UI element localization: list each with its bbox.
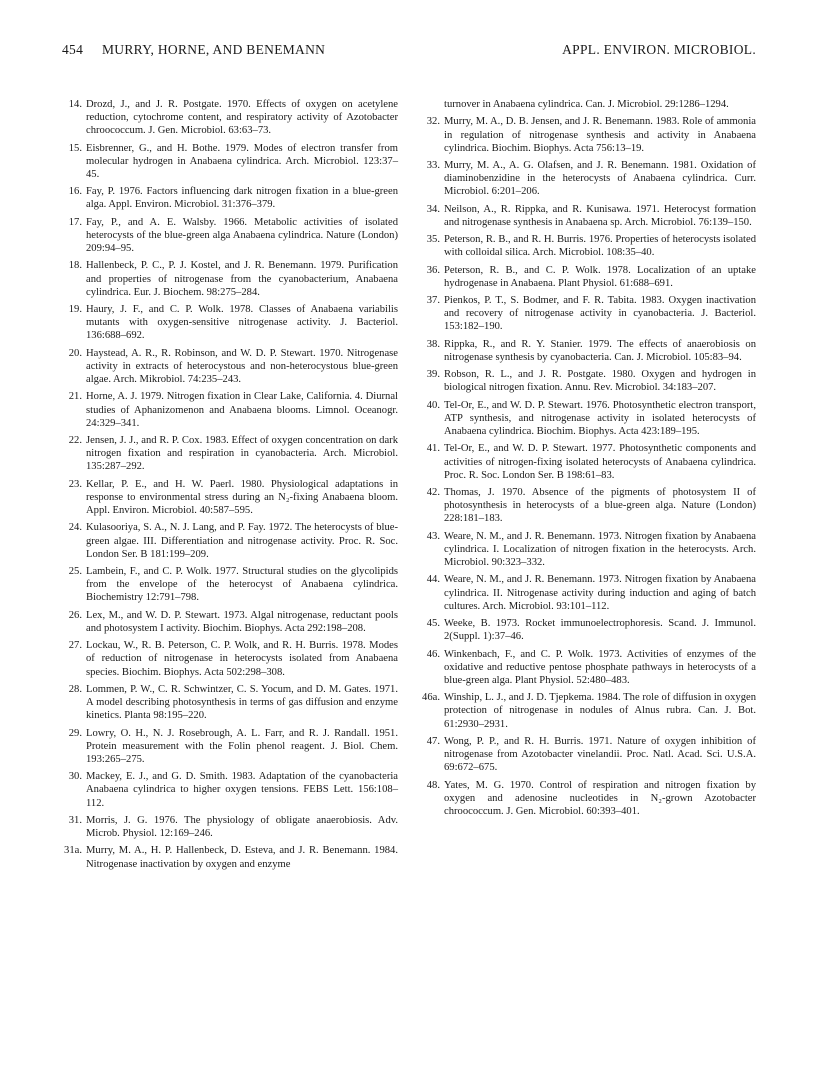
reference-entry [62, 770, 398, 809]
reference-text: Fay, P. 1976. Factors influencing dark nitrogen fixation in a blue-green alga. Appl. Environ. Microbiol. 31:376–379. [86, 186, 398, 211]
reference-entry [420, 442, 756, 481]
reference-text: Pienkos, P. T., S. Bodmer, and F. R. Tabita. 1983. Oxygen inactivation and recovery of nitrogenase activity in cyanobacteria. J. Bacteriol. 153:182–190. [444, 295, 756, 333]
reference-entry [62, 844, 398, 870]
reference-text: Drozd, J., and J. R. Postgate. 1970. Effects of oxygen on acetylene reduction, cytochrome content, and respiratory activity of Azotobacter chroococcum. J. Gen. Microbiol. 63:63–73. [86, 99, 398, 137]
reference-number: 42. [426, 487, 440, 499]
reference-continuation [420, 98, 756, 111]
reference-text: Robson, R. L., and J. R. Postgate. 1980. Oxygen and hydrogen in biological nitrogen fixation. Annu. Rev. Microbiol. 34:183–207. [444, 369, 756, 394]
reference-text: Peterson, R. B., and R. H. Burris. 1976. Properties of heterocysts isolated with colloidal silica. Arch. Microbiol. 108:35–40. [444, 234, 756, 259]
reference-number: 36. [426, 264, 440, 276]
reference-text: Hallenbeck, P. C., P. J. Kostel, and J. R. Benemann. 1979. Purification and properties of nitrogenase from the cyanobacterium, Anabaena cylindrica. Eur. J. Biochem. 98:275–284. [86, 260, 398, 298]
reference-entry [62, 390, 398, 429]
reference-text: Yates, M. G. 1970. Control of respiration and nitrogen fixation by oxygen and adenosine nucleotides in N₂-grown Azotobacter chroococcum. J. Gen. Microbiol. 60:393–401. [444, 779, 756, 817]
reference-entry [420, 294, 756, 333]
running-authors: MURRY, HORNE, AND BENEMANN [102, 42, 326, 57]
reference-text: Neilson, A., R. Rippka, and R. Kunisawa. 1971. Heterocyst formation and nitrogenase synthesis in Anabaena sp. Arch. Microbiol. 76:139–150. [444, 203, 756, 228]
reference-entry [420, 691, 756, 730]
reference-entry [62, 639, 398, 678]
journal-name: APPL. ENVIRON. MICROBIOL. [562, 42, 756, 57]
reference-entry [420, 399, 756, 438]
references-right-column [420, 98, 756, 822]
reference-entry [62, 185, 398, 211]
reference-entry [62, 478, 398, 517]
reference-entry [420, 735, 756, 774]
reference-text: Weare, N. M., and J. R. Benemann. 1973. Nitrogen fixation by Anabaena cylindrica. II. Nitrogenase activity during induction and aging of batch cultures. Arch. Microbiol. 93:101–112. [444, 574, 756, 612]
reference-text: Lommen, P. W., C. R. Schwintzer, C. S. Yocum, and D. M. Gates. 1971. A model describing photosynthesis in terms of gas diffusion and enzyme kinetics. Planta 98:195–220. [86, 683, 398, 722]
reference-number: 18. [68, 260, 82, 272]
reference-entry [420, 486, 756, 525]
reference-number: 22. [68, 435, 82, 447]
reference-entry [420, 530, 756, 569]
reference-entry [420, 573, 756, 612]
reference-text: Tel-Or, E., and W. D. P. Stewart. 1977. Photosynthetic components and activities of nitrogen-fixing isolated heterocysts of Anabaena cylindrica. Proc. R. Soc. London Ser. B 198:61–83. [444, 443, 756, 481]
reference-number: 33. [426, 160, 440, 171]
reference-entry [420, 779, 756, 818]
reference-number: 30. [68, 771, 82, 783]
reference-number: 17. [68, 216, 82, 228]
reference-text: Lockau, W., R. B. Peterson, C. P. Wolk, and R. H. Burris. 1978. Modes of reduction of nitrogenase in heterocysts isolated from Anabaena species. Biochim. Biophys. Acta 502:298–308. [86, 640, 398, 678]
reference-text: Morris, J. G. 1976. The physiology of obligate anaerobiosis. Adv. Microb. Physiol. 12:169–246. [86, 814, 398, 839]
reference-entry [420, 159, 756, 198]
reference-text: Fay, P., and A. E. Walsby. 1966. Metabolic activities of isolated heterocysts of the blue-green alga Anabaena cylindrica. Nature (London) 209:94–95. [86, 216, 398, 255]
reference-entry [420, 115, 756, 154]
reference-entry [62, 216, 398, 255]
reference-entry [62, 259, 398, 298]
reference-text: Haury, J. F., and C. P. Wolk. 1978. Classes of Anabaena variabilis mutants with oxygen-sensitive nitrogenase activity. J. Bacteriol. 136:688–692. [86, 304, 398, 342]
reference-entry [420, 648, 756, 687]
reference-number: 29. [68, 727, 82, 739]
reference-entry [62, 727, 398, 766]
reference-text: Murry, M. A., H. P. Hallenbeck, D. Esteva, and J. R. Benemann. 1984. Nitrogenase inactivation by oxygen and enzyme [86, 845, 398, 870]
reference-entry [420, 203, 756, 229]
reference-number: 28. [68, 683, 82, 695]
reference-number: 46a. [422, 692, 440, 704]
reference-entry [62, 434, 398, 473]
reference-text: Jensen, J. J., and R. P. Cox. 1983. Effect of oxygen concentration on dark nitrogen fixation and respiration in cyanobacteria. Arch. Microbiol. 135:287–292. [86, 435, 398, 473]
reference-number: 14. [68, 99, 82, 110]
reference-text: Mackey, E. J., and G. D. Smith. 1983. Adaptation of the cyanobacteria Anabaena cylindrica to higher oxygen tensions. FEBS Lett. 156:108–112. [86, 771, 398, 809]
reference-number: 46. [426, 648, 440, 660]
reference-number: 40. [426, 399, 440, 411]
reference-number: 24. [68, 522, 82, 534]
reference-number: 39. [426, 369, 440, 381]
reference-text: Kulasooriya, S. A., N. J. Lang, and P. Fay. 1972. The heterocysts of blue-green algae. III. Differentiation and nitrogenase activity. Proc. R. Soc. London Ser. B 181:199–209. [86, 522, 398, 560]
reference-text: Haystead, A. R., R. Robinson, and W. D. P. Stewart. 1970. Nitrogenase activity in extracts of heterocystous and non-heterocystous blue-green algae. Arch. Mikrobiol. 74:235–243. [86, 347, 398, 386]
reference-number: 37. [426, 295, 440, 307]
reference-text: Lex, M., and W. D. P. Stewart. 1973. Algal nitrogenase, reductant pools and photosystem I activity. Biochim. Biophys. Acta 292:198–208. [86, 609, 398, 634]
reference-entry [62, 683, 398, 722]
reference-number: 47. [426, 735, 440, 747]
reference-text: Lowry, O. H., N. J. Rosebrough, A. L. Farr, and R. J. Randall. 1951. Protein measurement with the Folin phenol reagent. J. Biol. Chem. 193:265–275. [86, 727, 398, 765]
reference-text: turnover in Anabaena cylindrica. Can. J. Microbiol. 29:1286–1294. [444, 99, 729, 110]
reference-number: 44. [426, 574, 440, 586]
reference-text: Murry, M. A., A. G. Olafsen, and J. R. Benemann. 1981. Oxidation of diaminobenzidine in the heterocysts of Anabaena cylindrica. Curr. Microbiol. 6:201–206. [444, 160, 756, 198]
reference-number: 45. [426, 618, 440, 630]
reference-text: Winkenbach, F., and C. P. Wolk. 1973. Activities of enzymes of the oxidative and reductive pentose phosphate pathways in heterocysts of a blue-green alga. Plant Physiol. 52:480–483. [444, 648, 756, 686]
reference-number: 26. [68, 609, 82, 621]
reference-entry [62, 347, 398, 386]
reference-text: Wong, P. P., and R. H. Burris. 1971. Nature of oxygen inhibition of nitrogenase from Azotobacter vinelandii. Proc. Natl. Acad. Sci. U.S.A. 69:672–675. [444, 735, 756, 774]
page-number: 454 [62, 42, 84, 57]
reference-text: Eisbrenner, G., and H. Bothe. 1979. Modes of electron transfer from molecular hydrogen in Anabaena cylindrica. Arch. Microbiol. 123:37–45. [86, 142, 398, 180]
reference-text: Rippka, R., and R. Y. Stanier. 1979. The effects of anaerobiosis on nitrogenase synthesis by cyanobacteria. Can. J. Microbiol. 105:83–94. [444, 338, 756, 363]
reference-text: Horne, A. J. 1979. Nitrogen fixation in Clear Lake, California. 4. Diurnal studies of Aphanizomenon and Anabaena blooms. Limnol. Oceanogr. 24:329–341. [86, 391, 398, 429]
reference-text: Murry, M. A., D. B. Jensen, and J. R. Benemann. 1983. Role of ammonia in regulation of nitrogenase synthesis and activity in Anabaena cylindrica. Biochim. Biophys. Acta 756:13–19. [444, 116, 756, 154]
reference-number: 48. [426, 779, 440, 791]
reference-text: Thomas, J. 1970. Absence of the pigments of photosystem II of photosynthesis in heterocysts of a blue-green alga. Nature (London) 228:181–183. [444, 487, 756, 525]
reference-number: 34. [426, 203, 440, 215]
reference-entry [420, 233, 756, 259]
reference-number: 20. [68, 347, 82, 359]
reference-entry [62, 565, 398, 604]
reference-number: 27. [68, 640, 82, 652]
reference-number: 25. [68, 566, 82, 578]
reference-number: 31a. [64, 845, 82, 857]
references-left-column [62, 98, 398, 875]
reference-number: 32. [426, 116, 440, 128]
reference-number: 16. [68, 186, 82, 198]
reference-number: 15. [68, 142, 82, 154]
reference-entry [420, 368, 756, 394]
reference-number: 43. [426, 530, 440, 542]
reference-text: Tel-Or, E., and W. D. P. Stewart. 1976. Photosynthetic electron transport, ATP synthesis, and nitrogenase activity in isolated heterocysts of Anabaena cylindrica. Biochim. Biophys. Acta 423:189–195. [444, 399, 756, 438]
running-header [62, 42, 756, 64]
reference-text: Weare, N. M., and J. R. Benemann. 1973. Nitrogen fixation by Anabaena cylindrica. I. Localization of nitrogen fixation in the heterocysts. Arch. Microbiol. 90:323–332. [444, 530, 756, 569]
reference-text: Weeke, B. 1973. Rocket immunoelectrophoresis. Scand. J. Immunol. 2(Suppl. 1):37–46. [444, 618, 756, 643]
reference-number: 21. [68, 391, 82, 403]
reference-entry [420, 338, 756, 364]
reference-number: 23. [68, 478, 82, 490]
reference-entry [62, 609, 398, 635]
reference-entry [62, 303, 398, 342]
reference-entry [420, 617, 756, 643]
reference-text: Lambein, F., and C. P. Wolk. 1977. Structural studies on the glycolipids from the envelope of the heterocyst of Anabaena cylindrica. Biochemistry 12:791–798. [86, 566, 398, 604]
reference-entry [62, 98, 398, 137]
reference-entry [62, 521, 398, 560]
reference-number: 31. [68, 814, 82, 826]
reference-text: Winship, L. J., and J. D. Tjepkema. 1984. The role of diffusion in oxygen protection of nitrogenase in nodules of Alnus rubra. Can. J. Bot. 61:2930–2931. [444, 692, 756, 730]
reference-number: 41. [426, 443, 440, 455]
reference-text: Kellar, P. E., and H. W. Paerl. 1980. Physiological adaptations in response to environmental stress during an N₂-fixing Anabaena bloom. Appl. Environ. Microbiol. 40:587–595. [86, 478, 398, 517]
reference-number: 35. [426, 234, 440, 246]
reference-number: 38. [426, 338, 440, 350]
reference-entry [62, 142, 398, 181]
reference-text: Peterson, R. B., and C. P. Wolk. 1978. Localization of an uptake hydrogenase in Anabaena. Plant Physiol. 61:688–691. [444, 264, 756, 289]
reference-entry [420, 264, 756, 290]
reference-number: 19. [68, 304, 82, 316]
reference-entry [62, 814, 398, 840]
